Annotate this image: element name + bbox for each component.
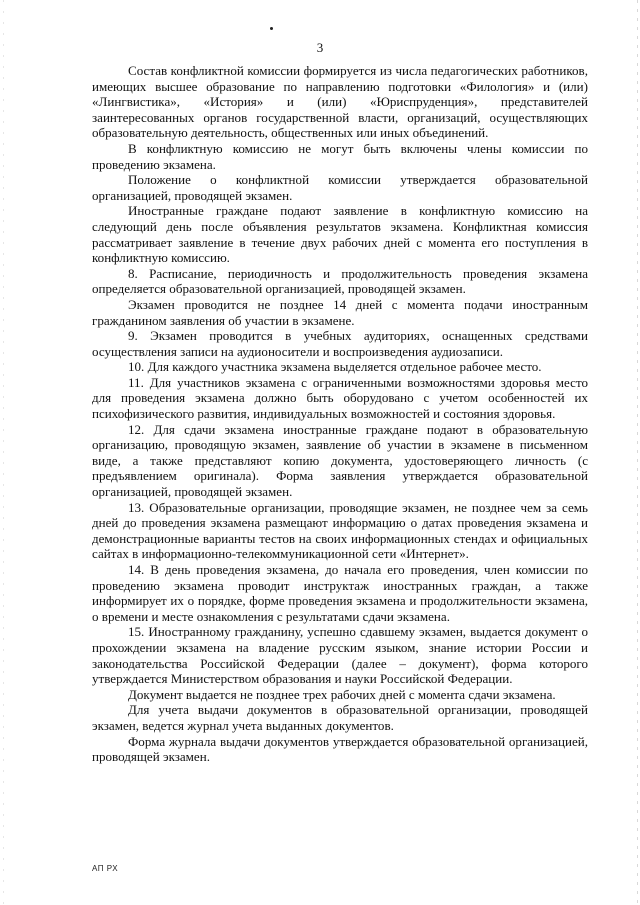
paragraph-journal-form: Форма журнала выдачи документов утверждается образовательной организацией, проводящей экзамен. xyxy=(92,733,588,765)
paragraph-exam-deadline: Экзамен проводится не позднее 14 дней с момента подачи иностранным гражданином заявления об участии в экзамене. xyxy=(92,296,588,328)
paragraph-item-10: 10. Для каждого участника экзамена выделяется отдельное рабочее место. xyxy=(128,359,542,375)
footer-mark: АП РХ xyxy=(92,864,119,873)
paragraph-item-9: 9. Экзамен проводится в учебных аудиториях, оснащенных средствами осуществления записи на аудионосители и воспроизведения аудиозаписи. xyxy=(92,328,588,359)
paragraph-appeal-submission: Иностранные граждане подают заявление в конфликтную комиссию на следующий день после объявления результатов экзамена. Конфликтная комиссия рассматривает заявление в течение двух рабочих дней с момента его поступления в конфликтную комиссию. xyxy=(92,203,588,266)
paragraph-document-issue-deadline: Документ выдается не позднее трех рабочих дней с момента сдачи экзамена. xyxy=(128,686,556,702)
scan-edge-left xyxy=(3,0,4,905)
scan-edge-right xyxy=(637,0,638,905)
paragraph-item-8: 8. Расписание, периодичность и продолжительность проведения экзамена определяется образовательной организацией, проводящей экзамен. xyxy=(92,265,588,297)
paragraph-item-14: 14. В день проведения экзамена, до начала его проведения, член комиссии по проведению экзамена проводит инструктаж иностранных граждан, а также информирует их о порядке, форме проведения экзамена и продолжительности экзамена, о времени и месте ознакомления с результатами сдачи экзамена. xyxy=(92,562,588,624)
paragraph-commission-regulation: Положение о конфликтной комиссии утверждается образовательной организацией, проводящей экзамен. xyxy=(92,172,588,203)
page-number: 3 xyxy=(316,40,324,55)
paragraph-commission-composition: Состав конфликтной комиссии формируется из числа педагогических работников, имеющих высшее образование по направлению подготовки «Филология» и (или) «Лингвистика», «История» и (или) «Юриспруденция», представителей заинтересованных органов государственной власти, организаций, осуществляющих образовательную деятельность, общественных или иных объединений. xyxy=(92,63,588,141)
paragraph-item-13: 13. Образовательные организации, проводящие экзамен, не позднее чем за семь дней до проведения экзамена размещают информацию о датах проведения экзамена и демонстрационные варианты тестов на своих информационных стендах и официальных сайтах в информационно-телекоммуникационной сети «Интернет». xyxy=(92,499,588,562)
paragraph-commission-exclusion: В конфликтную комиссию не могут быть включены члены комиссии по проведению экзамена. xyxy=(92,140,588,172)
paragraph-item-15: 15. Иностранному гражданину, успешно сдавшему экзамен, выдается документ о прохождении экзамена на владение русским языком, знание истории России и законодательства Российской Федерации (далее – документ), форма которого утверждается Министерством образования и науки Российской Федерации. xyxy=(92,624,588,687)
paragraph-item-11: 11. Для участников экзамена с ограниченными возможностями здоровья место для проведения экзамена должно быть оборудовано с учетом особенностей их психофизического развития, индивидуальных возможностей и состояния здоровья. xyxy=(92,374,588,422)
paragraph-document-journal: Для учета выдачи документов в образовательной организации, проводящей экзамен, ведется журнал учета выданных документов. xyxy=(92,702,588,733)
scan-artifact-dot xyxy=(270,27,273,30)
document-body xyxy=(92,63,588,765)
paragraph-item-12: 12. Для сдачи экзамена иностранные граждане подают в образовательную организацию, проводящую экзамен, заявление об участии в экзамене в письменном виде, а также представляют копию документа, удостоверяющего личность (с предъявлением оригинала). Форма заявления утверждается образовательной организацией, проводящей экзамен. xyxy=(92,421,588,500)
